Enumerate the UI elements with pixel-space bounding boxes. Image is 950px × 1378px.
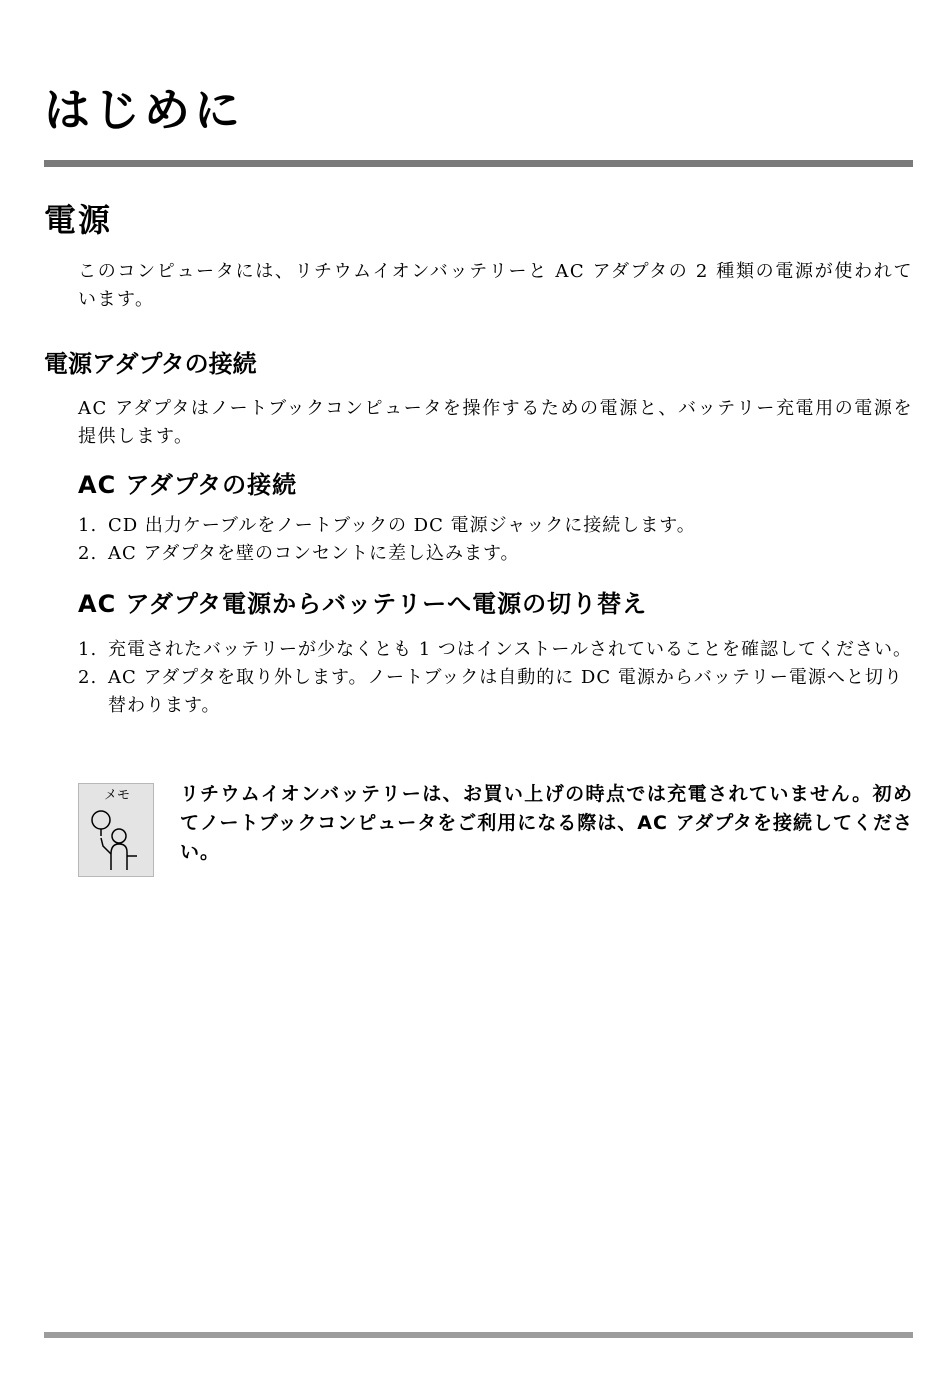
subsection-title: 電源アダプタの接続	[44, 350, 257, 378]
list-item	[78, 540, 913, 568]
footer-rule	[44, 1332, 913, 1338]
step-text: AC アダプタを壁のコンセントに差し込みます。	[108, 543, 520, 564]
switch-steps-list	[78, 636, 913, 720]
connect-topic-title: AC アダプタの接続	[78, 471, 298, 499]
switch-topic-title: AC アダプタ電源からバッテリーへ電源の切り替え	[78, 590, 648, 618]
section-intro: このコンピュータには、リチウムイオンバッテリーと AC アダプタの 2 種類の電源が使われています。	[78, 261, 913, 310]
list-item	[78, 636, 913, 664]
memo-label: メモ	[103, 788, 130, 803]
step-text: CD 出力ケーブルをノートブックの DC 電源ジャックに接続します。	[108, 515, 696, 536]
list-item	[78, 512, 913, 540]
subsection-intro: AC アダプタはノートブックコンピュータを操作するための電源と、バッテリー充電用の電源を提供します。	[78, 398, 913, 447]
list-item	[78, 664, 913, 720]
step-text: 充電されたバッテリーが少なくとも 1 つはインストールされていることを確認してください。	[108, 639, 912, 660]
memo-text: リチウムイオンバッテリーは、お買い上げの時点では充電されていません。初めてノートブックコンピュータをご利用になる際は、AC アダプタを接続してください。	[180, 783, 913, 863]
step-number: 2.	[78, 667, 98, 688]
step-number: 1.	[78, 639, 98, 660]
step-text: AC アダプタを取り外します。ノートブックは自動的に DC 電源からバッテリー電源へと切り替わります。	[108, 667, 903, 716]
step-number: 2.	[78, 543, 98, 564]
page-title: はじめに	[44, 83, 244, 137]
memo-box	[78, 783, 154, 877]
memo-person-icon	[89, 806, 145, 872]
connect-steps-list	[78, 512, 913, 568]
header-rule	[44, 160, 913, 167]
section-title: 電源	[44, 201, 113, 239]
step-number: 1.	[78, 515, 98, 536]
